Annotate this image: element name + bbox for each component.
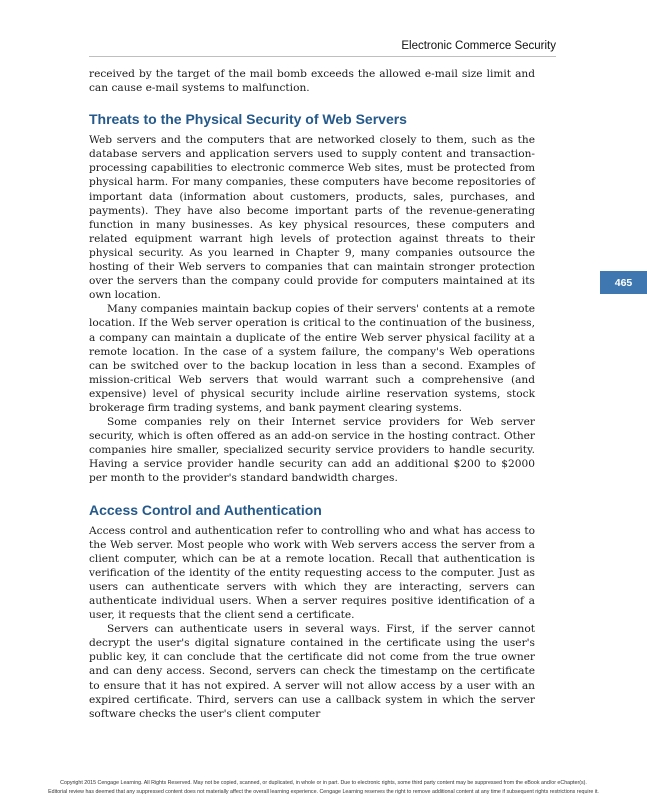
running-head: Electronic Commerce Security [401,40,556,52]
paragraph-web-servers-1: Web servers and the computers that are networked closely to them, such as the database servers and application servers used to supply content and transaction-processing capabilities to electronic commerce Web sites, must be protected from physical harm. For many companies, these computers have become repositories of important data (information about customers, products, sales, purchases, and payments). They have also become important parts of the revenue-generating function in many businesses. As key physical resources, these computers and related equipment warrant high levels of protection against threats to their physical security. As you learned in Chapter 9, many companies outsource the hosting of their Web servers to companies that can maintain stronger protection over the servers than the company could provide for computers maintained at its own location. [89,134,535,302]
paragraph-intro: received by the target of the mail bomb exceeds the allowed e-mail size limit and can cause e-mail systems to malfunction. [89,68,535,95]
copyright-notice: Copyright 2015 Cengage Learning. All Rights Reserved. May not be copied, scanned, or duplicated, in whole or in part. Due to electronic rights, some third party content may be suppressed from the eBook and/or eChapter(s). [60,780,587,786]
page-number-tab: 465 [600,271,647,294]
paragraph-web-servers-2: Many companies maintain backup copies of their servers' contents at a remote location. If the Web server operation is critical to the continuation of the business, a company can maintain a duplicate of the entire Web server physical facility at a remote location. In the case of a system failure, the company's Web operations can be switched over to the backup location in less than a second. Examples of mission-critical Web servers that would warrant such a comprehensive (and expensive) level of physical security include airline reservation systems, stock brokerage firm trading systems, and bank payment clearing systems. [89,303,535,414]
paragraph-access-1: Access control and authentication refer to controlling who and what has access to the Web server. Most people who work with Web servers access the server from a client computer, which can be at a remote location. Recall that authentication is verification of the identity of the entity requesting access to the computer. Just as users can authenticate servers with which they are interacting, servers can authenticate individual users. When a server requires positive identification of a user, it requests that the client send a certificate. [89,524,535,622]
heading-physical-security: Threats to the Physical Security of Web Servers [89,111,407,128]
header-divider [89,56,556,57]
heading-access-control: Access Control and Authentication [89,501,322,518]
editorial-notice: Editorial review has deemed that any suppressed content does not materially affect the overall learning experience. Cengage Learning reserves the right to remove additional content at any time if subsequent rights restrictions require it. [48,789,599,795]
page-body [89,67,535,721]
paragraph-web-servers-3: Some companies rely on their Internet service providers for Web server security, which is often offered as an add-on service in the hosting contract. Other companies hire smaller, specialized security service providers to handle security. Having a service provider handle security can add an additional $200 to $2000 per month to the provider's standard bandwidth charges. [89,416,535,485]
paragraph-access-2: Servers can authenticate users in several ways. First, if the server cannot decrypt the user's digital signature contained in the certificate using the user's public key, it can conclude that the certificate did not come from the true owner and can deny access. Second, servers can check the timestamp on the certificate to ensure that it has not expired. A server will not allow access by a user with an expired certificate. Third, servers can use a callback system in which the server software checks the user's client computer [89,623,535,720]
